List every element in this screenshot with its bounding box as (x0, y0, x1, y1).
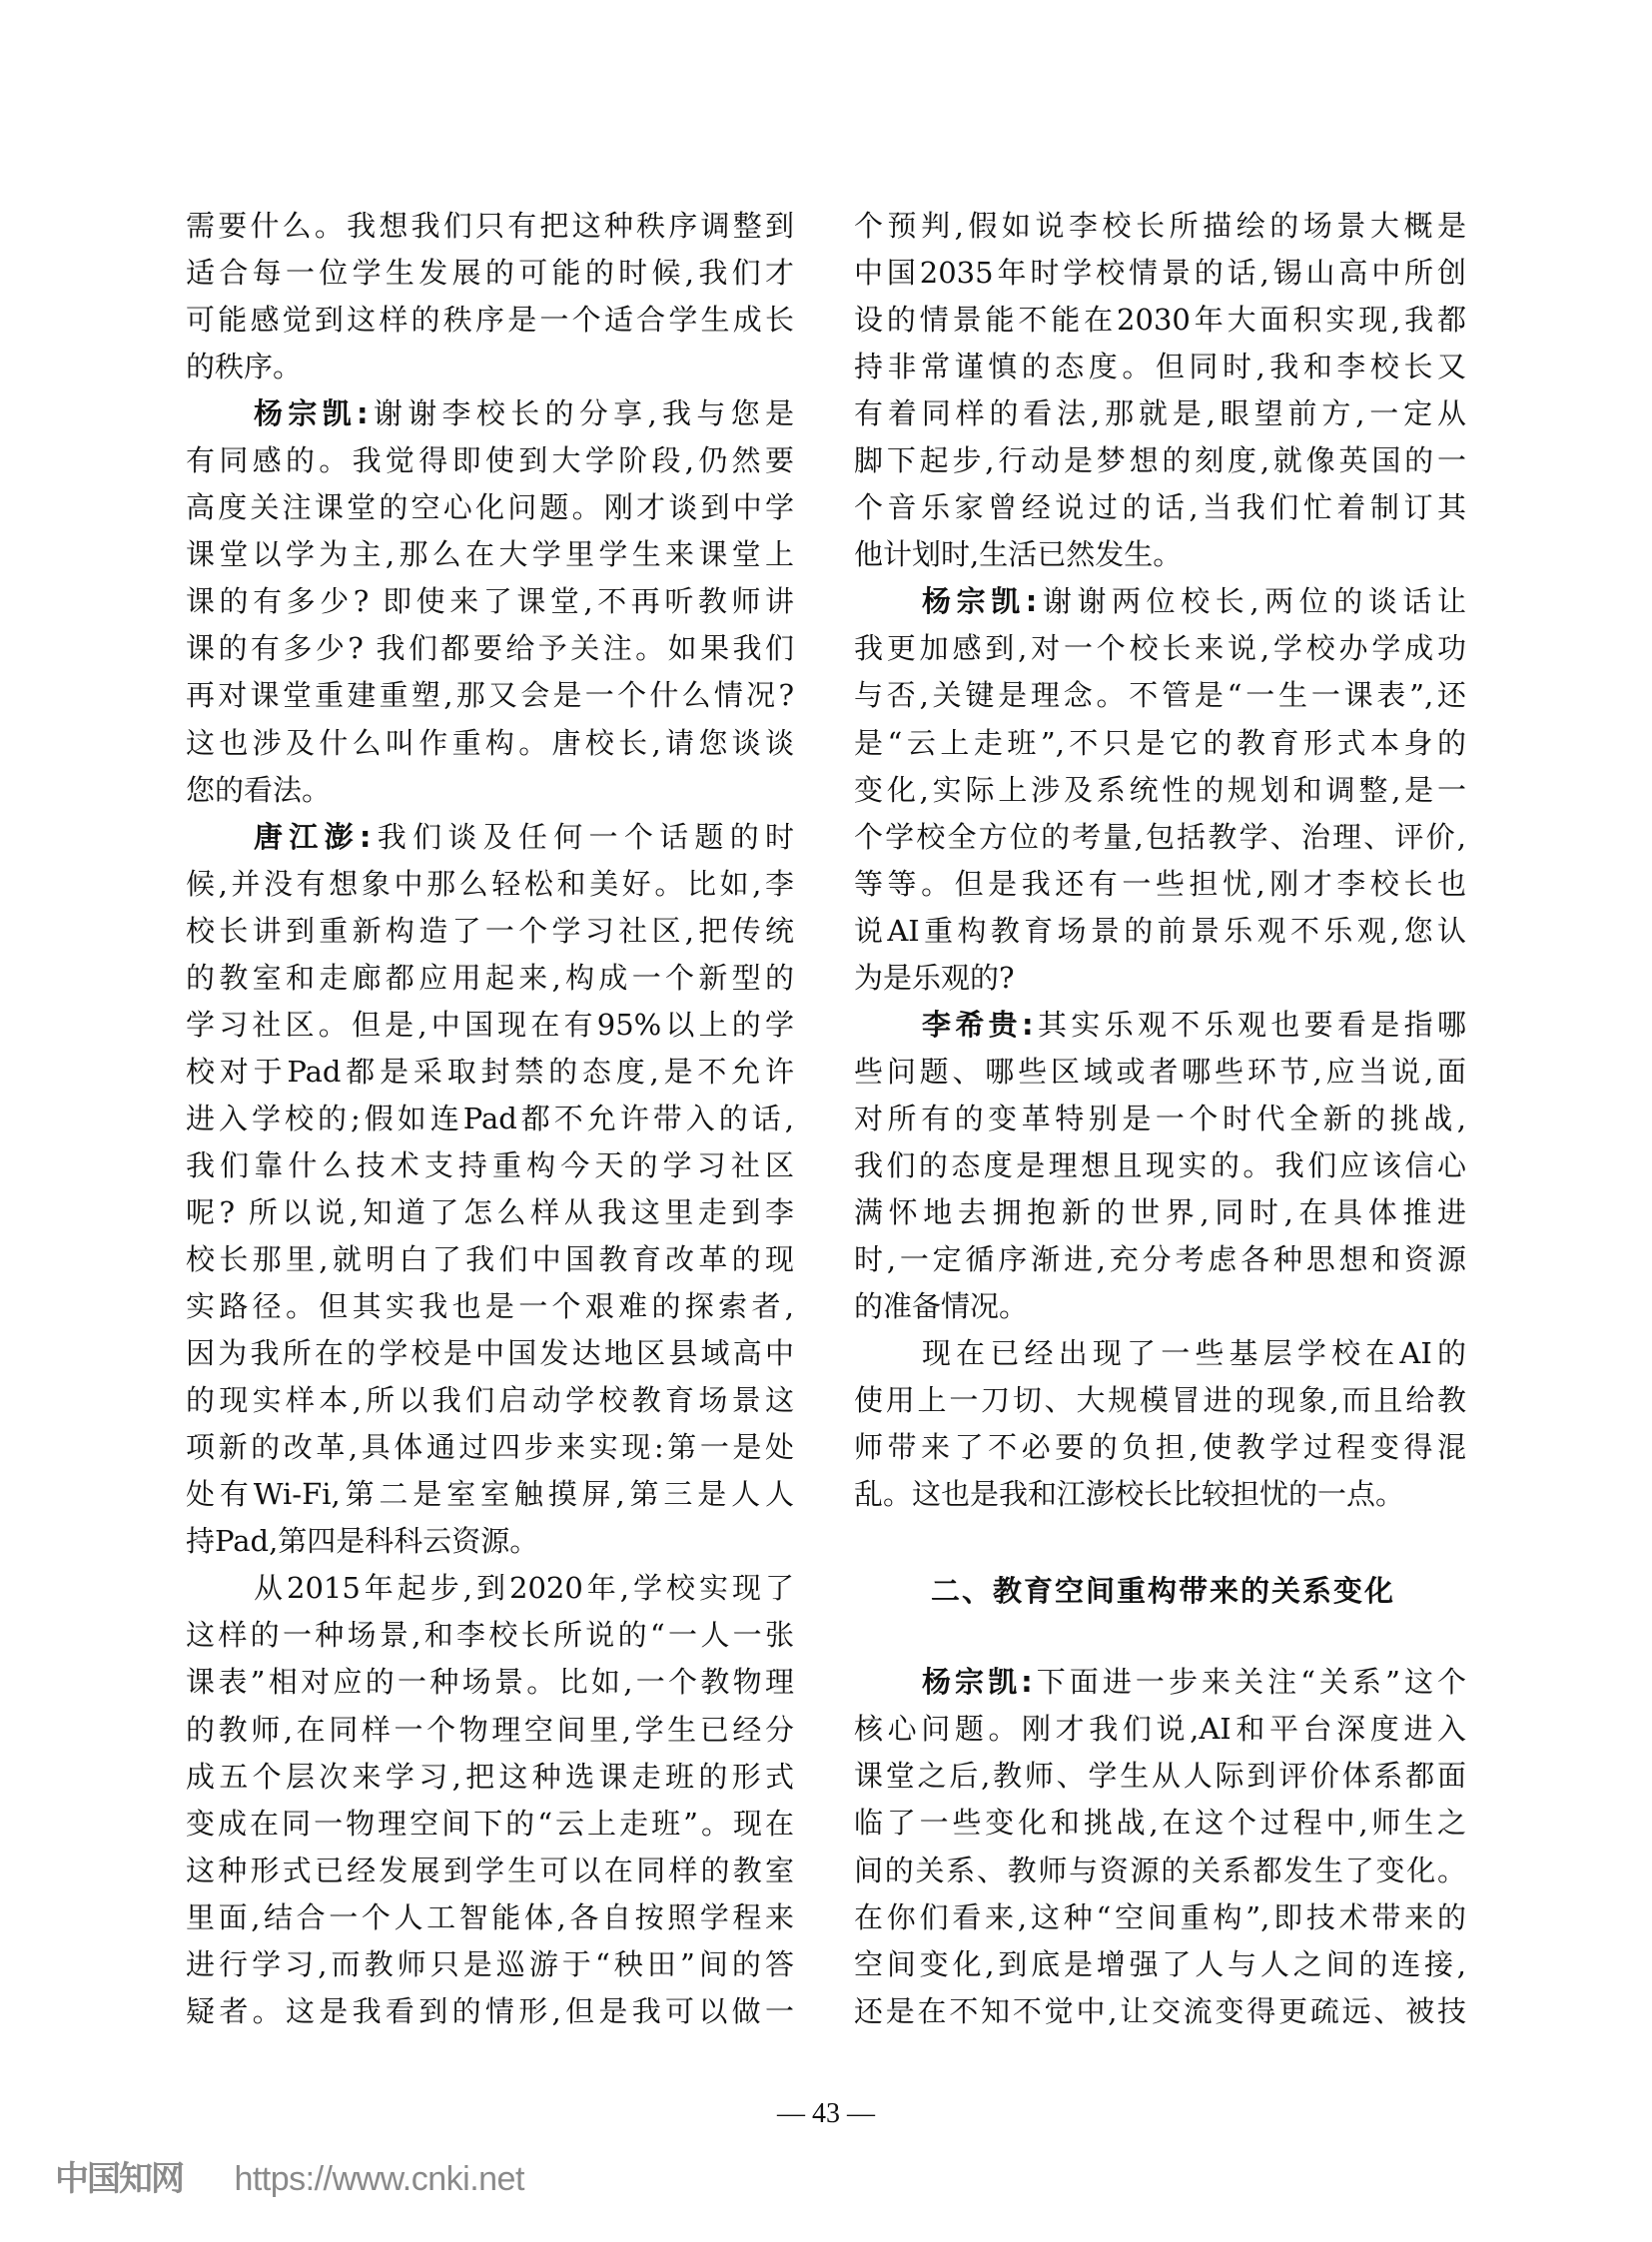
text-line (854, 1659, 1466, 1706)
line-text: 疑者。这是我看到的情形,但是我可以做一 (186, 1993, 794, 2028)
text-line (854, 1848, 1466, 1894)
text-line (186, 861, 794, 908)
text-line (854, 203, 1466, 250)
line-text: 持Pad,第四是科科云资源。 (186, 1524, 539, 1559)
text-line (186, 531, 794, 578)
text-line (186, 1988, 794, 2035)
text-line (186, 1049, 794, 1096)
line-text: 变成在同一物理空间下的“云上走班”。现在 (186, 1806, 794, 1841)
text-line (186, 203, 794, 250)
line-text: 项新的改革,具体通过四步来实现:第一是处 (186, 1430, 794, 1465)
line-text: 持非常谨慎的态度。但同时,我和李校长又 (854, 350, 1466, 384)
section-heading: 二、教育空间重构带来的关系变化 (931, 1574, 1396, 1608)
text-line (854, 1283, 1466, 1330)
text-line (186, 1002, 794, 1049)
line-text: 变化,实际上涉及系统性的规划和调整,是一 (854, 772, 1466, 807)
text-line (186, 767, 794, 814)
line-text: 的教师,在同样一个物理空间里,学生已经分 (186, 1712, 794, 1747)
left-column (186, 203, 794, 2035)
text-line (854, 1236, 1466, 1283)
line-text: 因为我所在的学校是中国发达地区县域高中 (186, 1336, 794, 1371)
line-text: 为是乐观的? (854, 960, 1015, 995)
cnki-watermark (55, 2159, 524, 2199)
line-text: 里面,结合一个人工智能体,各自按照学程来 (186, 1899, 794, 1934)
text-line (854, 814, 1466, 861)
line-text: 现在已经出现了一些基层学校在AI的 (922, 1336, 1466, 1371)
line-text: 需要什么。我想我们只有把这种秩序调整到 (186, 209, 794, 243)
text-line (854, 1800, 1466, 1847)
text-line (854, 531, 1466, 578)
line-text: 这种形式已经发展到学生可以在同样的教室 (186, 1853, 794, 1887)
text-line (854, 250, 1466, 297)
text-line (854, 1894, 1466, 1941)
line-text: 这也涉及什么叫作重构。唐校长,请您谈谈 (186, 725, 794, 760)
text-line (854, 1096, 1466, 1142)
line-text: 课堂以学为主,那么在大学里学生来课堂上 (186, 537, 794, 572)
line-text: 等等。但是我还有一些担忧,刚才李校长也 (854, 866, 1466, 901)
speaker-name: 杨宗凯: (922, 584, 1038, 619)
text-line (854, 484, 1466, 531)
text-line (186, 1096, 794, 1142)
text-line (186, 955, 794, 1002)
text-line (186, 1189, 794, 1236)
line-text: 间的关系、教师与资源的关系都发生了变化。 (854, 1853, 1466, 1887)
line-text: 您的看法。 (186, 772, 332, 807)
line-text: 谢谢两位校长,两位的谈话让 (1037, 584, 1466, 619)
line-text: 下面进一步来关注“关系”这个 (1032, 1665, 1466, 1700)
text-line (186, 1941, 794, 1988)
text-line (186, 1518, 794, 1565)
line-text: 校长讲到重新构造了一个学习社区,把传统 (186, 913, 794, 948)
line-text: 中国2035年时学校情景的话,锡山高中所创 (854, 256, 1466, 291)
line-text: 有着同样的看法,那就是,眼望前方,一定从 (854, 396, 1466, 431)
text-line (186, 344, 794, 390)
line-text: 空间变化,到底是增强了人与人之间的连接, (854, 1946, 1466, 1981)
text-line (186, 1659, 794, 1706)
line-text: 的秩序。 (186, 350, 303, 384)
line-text: 我们靠什么技术支持重构今天的学习社区 (186, 1147, 794, 1182)
line-text: 脚下起步,行动是梦想的刻度,就像英国的一 (854, 443, 1466, 478)
line-text: 的教室和走廊都应用起来,构成一个新型的 (186, 960, 794, 995)
line-text: 高度关注课堂的空心化问题。刚才谈到中学 (186, 490, 794, 525)
text-line (854, 1330, 1466, 1377)
text-line (854, 1142, 1466, 1189)
line-text: 进行学习,而教师只是巡游于“秧田”间的答 (186, 1946, 794, 1981)
text-line (186, 625, 794, 672)
speaker-name: 李希贵: (922, 1007, 1034, 1042)
line-text: 的准备情况。 (854, 1289, 1029, 1324)
line-text: 校长那里,就明白了我们中国教育改革的现 (186, 1242, 794, 1277)
line-text: 课堂之后,教师、学生从人际到评价体系都面 (854, 1759, 1466, 1794)
paragraph (854, 1330, 1466, 1518)
watermark-logo: 中国知网 (55, 2160, 183, 2198)
text-line (186, 437, 794, 484)
line-text: 再对课堂重建重塑,那又会是一个什么情况? (186, 678, 794, 713)
line-text: 课的有多少? 即使来了课堂,不再听教师讲 (186, 584, 794, 619)
line-text: 在你们看来,这种“空间重构”,即技术带来的 (854, 1899, 1466, 1934)
right-column (854, 203, 1466, 2035)
text-line (854, 767, 1466, 814)
text-line (854, 908, 1466, 955)
text-line (854, 1424, 1466, 1471)
speaker-name: 唐江澎: (254, 819, 372, 854)
line-text: 是“云上走班”,不只是它的教育形式本身的 (854, 725, 1466, 760)
line-text: 满怀地去拥抱新的世界,同时,在具体推进 (854, 1194, 1466, 1229)
line-text: 校对于Pad都是采取封禁的态度,是不允许 (186, 1054, 794, 1089)
paragraph (854, 203, 1466, 578)
text-line (186, 1424, 794, 1471)
text-line (186, 1471, 794, 1518)
text-line (186, 1330, 794, 1377)
line-text: 个预判,假如说李校长所描绘的场景大概是 (854, 209, 1466, 243)
dialogue-paragraph (854, 578, 1466, 1001)
line-text: 我们的态度是理想且现实的。我们应该信心 (854, 1147, 1466, 1182)
line-text: 些问题、哪些区域或者哪些环节,应当说,面 (854, 1054, 1466, 1089)
text-line (186, 1565, 794, 1612)
text-line (854, 578, 1466, 625)
line-text: 处有Wi-Fi,第二是室室触摸屏,第三是人人 (186, 1477, 794, 1512)
line-text: 适合每一位学生发展的可能的时候,我们才 (186, 256, 794, 291)
line-text: 对所有的变革特别是一个时代全新的挑战, (854, 1101, 1466, 1135)
line-text: 从2015年起步,到2020年,学校实现了 (254, 1571, 794, 1606)
line-text: 与否,关键是理念。不管是“一生一课表”,还 (854, 678, 1466, 713)
text-line (186, 1377, 794, 1424)
text-line (854, 955, 1466, 1002)
text-line (186, 1754, 794, 1801)
text-line (186, 908, 794, 955)
text-line (186, 1894, 794, 1941)
text-line (854, 1988, 1466, 2035)
text-line (186, 1707, 794, 1754)
line-text: 谢谢李校长的分享,我与您是 (368, 396, 794, 431)
line-text: 课表”相对应的一种场景。比如,一个教物理 (186, 1665, 794, 1700)
line-text: 我更加感到,对一个校长来说,学校办学成功 (854, 631, 1466, 666)
text-line (186, 1801, 794, 1848)
line-text: 有同感的。我觉得即使到大学阶段,仍然要 (186, 443, 794, 478)
dialogue-paragraph (854, 1659, 1466, 2034)
text-line (854, 1049, 1466, 1096)
line-text: 候,并没有想象中那么轻松和美好。比如,李 (186, 866, 794, 901)
line-text: 成五个层次来学习,把这种选课走班的形式 (186, 1759, 794, 1794)
line-text: 核心问题。刚才我们说,AI和平台深度进入 (854, 1712, 1466, 1747)
line-text: 时,一定循序渐进,充分考虑各种思想和资源 (854, 1242, 1466, 1277)
line-text: 说AI重构教育场景的前景乐观不乐观,您认 (854, 913, 1466, 948)
line-text: 师带来了不必要的负担,使教学过程变得混 (854, 1430, 1466, 1465)
line-text: 个学校全方位的考量,包括教学、治理、评价, (854, 819, 1466, 854)
speaker-name: 杨宗凯: (254, 396, 369, 431)
text-line (854, 344, 1466, 390)
line-text: 临了一些变化和挑战,在这个过程中,师生之 (854, 1806, 1466, 1841)
dialogue-paragraph (186, 390, 794, 813)
text-line (186, 1283, 794, 1330)
text-line (854, 1706, 1466, 1753)
line-text: 还是在不知不觉中,让交流变得更疏远、被技 (854, 1993, 1466, 2028)
line-text: 乱。这也是我和江澎校长比较担忧的一点。 (854, 1477, 1405, 1512)
text-line (186, 672, 794, 719)
paragraph (186, 203, 794, 390)
text-line (186, 720, 794, 767)
text-line (854, 861, 1466, 908)
text-line (854, 1377, 1466, 1424)
text-line (854, 672, 1466, 719)
line-text: 呢? 所以说,知道了怎么样从我这里走到李 (186, 1194, 794, 1229)
text-line (854, 720, 1466, 767)
line-text: 进入学校的;假如连Pad都不允许带入的话, (186, 1101, 794, 1135)
text-line (854, 437, 1466, 484)
text-line (854, 1189, 1466, 1236)
text-line (854, 625, 1466, 672)
line-text: 这样的一种场景,和李校长所说的“一人一张 (186, 1618, 794, 1653)
line-text: 的现实样本,所以我们启动学校教育场景这 (186, 1383, 794, 1418)
text-line (186, 578, 794, 625)
text-line (854, 297, 1466, 344)
text-line (186, 250, 794, 297)
text-line (854, 1753, 1466, 1800)
page-number: — 43 — (777, 2098, 875, 2129)
line-text: 课的有多少? 我们都要给予关注。如果我们 (186, 631, 794, 666)
dialogue-paragraph (186, 814, 794, 1566)
text-line (186, 1612, 794, 1659)
text-line (186, 1142, 794, 1189)
line-text: 实路径。但其实我也是一个艰难的探索者, (186, 1289, 794, 1324)
text-line (854, 390, 1466, 437)
line-text: 个音乐家曾经说过的话,当我们忙着制订其 (854, 490, 1466, 525)
text-line (186, 1236, 794, 1283)
line-text: 其实乐观不乐观也要看是指哪 (1033, 1007, 1466, 1042)
text-line (854, 1471, 1466, 1518)
dialogue-paragraph (854, 1002, 1466, 1330)
text-line (186, 390, 794, 437)
line-text: 设的情景能不能在2030年大面积实现,我都 (854, 303, 1466, 338)
line-text: 使用上一刀切、大规模冒进的现象,而且给教 (854, 1383, 1466, 1418)
text-line (186, 1848, 794, 1894)
paragraph (186, 1565, 794, 2034)
watermark-url[interactable]: https://www.cnki.net (234, 2160, 524, 2198)
text-line (186, 484, 794, 531)
text-line (186, 297, 794, 344)
speaker-name: 杨宗凯: (922, 1665, 1033, 1700)
line-text: 可能感觉到这样的秩序是一个适合学生成长 (186, 303, 794, 338)
text-line (186, 814, 794, 861)
line-text: 他计划时,生活已然发生。 (854, 537, 1183, 572)
text-line (854, 1002, 1466, 1049)
line-text: 我们谈及任何一个话题的时 (371, 819, 794, 854)
text-line (854, 1941, 1466, 1988)
line-text: 学习社区。但是,中国现在有95%以上的学 (186, 1007, 794, 1042)
